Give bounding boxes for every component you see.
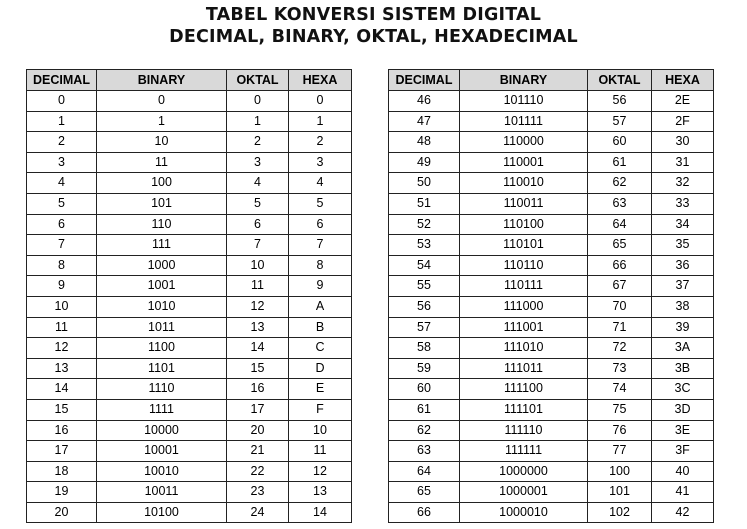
cell-hexa: 13 (289, 482, 352, 503)
cell-decimal: 56 (389, 296, 460, 317)
cell-decimal: 54 (389, 255, 460, 276)
cell-hexa: 5 (289, 193, 352, 214)
cell-decimal: 55 (389, 276, 460, 297)
cell-hexa: 38 (652, 296, 714, 317)
cell-decimal: 1 (27, 111, 97, 132)
cell-hexa: 9 (289, 276, 352, 297)
cell-binary: 10100 (97, 502, 227, 523)
header-decimal: DECIMAL (389, 70, 460, 91)
cell-hexa: 31 (652, 152, 714, 173)
cell-binary: 10000 (97, 420, 227, 441)
cell-binary: 110111 (460, 276, 588, 297)
cell-oktal: 5 (227, 193, 289, 214)
table-row (27, 379, 352, 400)
cell-binary: 101110 (460, 91, 588, 112)
cell-hexa: 3E (652, 420, 714, 441)
cell-hexa: 42 (652, 502, 714, 523)
cell-oktal: 74 (588, 379, 652, 400)
cell-oktal: 14 (227, 338, 289, 359)
cell-oktal: 60 (588, 132, 652, 153)
cell-oktal: 24 (227, 502, 289, 523)
cell-decimal: 53 (389, 235, 460, 256)
cell-hexa: C (289, 338, 352, 359)
cell-decimal: 47 (389, 111, 460, 132)
cell-binary: 0 (97, 91, 227, 112)
table-row (389, 338, 714, 359)
cell-hexa: 3B (652, 358, 714, 379)
cell-decimal: 6 (27, 214, 97, 235)
cell-hexa: 7 (289, 235, 352, 256)
cell-oktal: 17 (227, 399, 289, 420)
cell-decimal: 3 (27, 152, 97, 173)
cell-oktal: 12 (227, 296, 289, 317)
table-row (27, 482, 352, 503)
cell-binary: 111100 (460, 379, 588, 400)
cell-oktal: 1 (227, 111, 289, 132)
cell-oktal: 100 (588, 461, 652, 482)
cell-binary: 1000001 (460, 482, 588, 503)
table-row (27, 91, 352, 112)
cell-decimal: 61 (389, 399, 460, 420)
cell-decimal: 64 (389, 461, 460, 482)
table-row (27, 111, 352, 132)
cell-binary: 1101 (97, 358, 227, 379)
table-row (27, 214, 352, 235)
cell-hexa: 3A (652, 338, 714, 359)
cell-binary: 1011 (97, 317, 227, 338)
cell-binary: 111111 (460, 441, 588, 462)
cell-oktal: 22 (227, 461, 289, 482)
cell-binary: 11 (97, 152, 227, 173)
cell-binary: 10 (97, 132, 227, 153)
cell-decimal: 18 (27, 461, 97, 482)
cell-oktal: 56 (588, 91, 652, 112)
cell-oktal: 101 (588, 482, 652, 503)
table-row (27, 399, 352, 420)
cell-binary: 1001 (97, 276, 227, 297)
cell-binary: 1 (97, 111, 227, 132)
table-row (27, 441, 352, 462)
cell-binary: 101111 (460, 111, 588, 132)
cell-decimal: 17 (27, 441, 97, 462)
cell-oktal: 64 (588, 214, 652, 235)
cell-hexa: 11 (289, 441, 352, 462)
cell-oktal: 102 (588, 502, 652, 523)
table-row (389, 132, 714, 153)
table-row (389, 91, 714, 112)
cell-hexa: B (289, 317, 352, 338)
cell-hexa: F (289, 399, 352, 420)
table-row (27, 461, 352, 482)
cell-oktal: 70 (588, 296, 652, 317)
cell-hexa: 32 (652, 173, 714, 194)
table-row (27, 358, 352, 379)
cell-oktal: 0 (227, 91, 289, 112)
table-row (27, 338, 352, 359)
page-subtitle: DECIMAL, BINARY, OKTAL, HEXADECIMAL (169, 27, 578, 47)
table-row (27, 132, 352, 153)
cell-binary: 110010 (460, 173, 588, 194)
header-row (27, 70, 352, 91)
cell-oktal: 62 (588, 173, 652, 194)
cell-binary: 110011 (460, 193, 588, 214)
cell-binary: 1000000 (460, 461, 588, 482)
cell-hexa: 2F (652, 111, 714, 132)
cell-binary: 1100 (97, 338, 227, 359)
header-row (389, 70, 714, 91)
cell-binary: 101 (97, 193, 227, 214)
cell-hexa: E (289, 379, 352, 400)
cell-decimal: 19 (27, 482, 97, 503)
cell-hexa: 3F (652, 441, 714, 462)
cell-oktal: 73 (588, 358, 652, 379)
header-oktal: OKTAL (588, 70, 652, 91)
cell-oktal: 76 (588, 420, 652, 441)
table-row (389, 111, 714, 132)
cell-decimal: 49 (389, 152, 460, 173)
table-body (27, 91, 352, 523)
cell-oktal: 16 (227, 379, 289, 400)
cell-oktal: 2 (227, 132, 289, 153)
cell-decimal: 20 (27, 502, 97, 523)
cell-hexa: 37 (652, 276, 714, 297)
cell-binary: 100 (97, 173, 227, 194)
cell-binary: 10001 (97, 441, 227, 462)
cell-binary: 1111 (97, 399, 227, 420)
table-row (389, 214, 714, 235)
table-row (27, 193, 352, 214)
cell-hexa: 14 (289, 502, 352, 523)
table-row (389, 399, 714, 420)
header-hexa: HEXA (652, 70, 714, 91)
cell-decimal: 0 (27, 91, 97, 112)
cell-oktal: 77 (588, 441, 652, 462)
cell-hexa: 3D (652, 399, 714, 420)
cell-hexa: 0 (289, 91, 352, 112)
table-row (389, 173, 714, 194)
cell-binary: 111010 (460, 338, 588, 359)
cell-decimal: 66 (389, 502, 460, 523)
cell-decimal: 58 (389, 338, 460, 359)
cell-oktal: 11 (227, 276, 289, 297)
cell-oktal: 23 (227, 482, 289, 503)
cell-hexa: 3C (652, 379, 714, 400)
cell-hexa: 4 (289, 173, 352, 194)
cell-binary: 110110 (460, 255, 588, 276)
cell-decimal: 12 (27, 338, 97, 359)
table-row (389, 235, 714, 256)
header-oktal: OKTAL (227, 70, 289, 91)
cell-decimal: 11 (27, 317, 97, 338)
cell-hexa: 12 (289, 461, 352, 482)
cell-binary: 110100 (460, 214, 588, 235)
cell-decimal: 5 (27, 193, 97, 214)
cell-oktal: 15 (227, 358, 289, 379)
header-hexa: HEXA (289, 70, 352, 91)
cell-hexa: 33 (652, 193, 714, 214)
cell-hexa: 6 (289, 214, 352, 235)
table-row (27, 296, 352, 317)
table-row (389, 152, 714, 173)
cell-binary: 111110 (460, 420, 588, 441)
cell-oktal: 61 (588, 152, 652, 173)
table-row (389, 193, 714, 214)
cell-binary: 111101 (460, 399, 588, 420)
table-row (389, 502, 714, 523)
cell-oktal: 72 (588, 338, 652, 359)
cell-binary: 110000 (460, 132, 588, 153)
table-row (27, 255, 352, 276)
cell-decimal: 48 (389, 132, 460, 153)
table-row (27, 502, 352, 523)
cell-oktal: 13 (227, 317, 289, 338)
table-body (389, 91, 714, 523)
header-binary: BINARY (97, 70, 227, 91)
cell-hexa: 36 (652, 255, 714, 276)
cell-oktal: 57 (588, 111, 652, 132)
cell-hexa: 1 (289, 111, 352, 132)
cell-decimal: 52 (389, 214, 460, 235)
cell-oktal: 63 (588, 193, 652, 214)
cell-hexa: D (289, 358, 352, 379)
table-row (27, 173, 352, 194)
table-row (389, 358, 714, 379)
cell-oktal: 21 (227, 441, 289, 462)
table-row (27, 420, 352, 441)
cell-hexa: 8 (289, 255, 352, 276)
cell-binary: 111 (97, 235, 227, 256)
cell-decimal: 15 (27, 399, 97, 420)
cell-decimal: 4 (27, 173, 97, 194)
cell-decimal: 2 (27, 132, 97, 153)
conversion-table-left (26, 69, 352, 523)
header-binary: BINARY (460, 70, 588, 91)
page-title: TABEL KONVERSI SISTEM DIGITAL (205, 5, 542, 25)
cell-binary: 1000 (97, 255, 227, 276)
cell-binary: 10011 (97, 482, 227, 503)
table-row (389, 255, 714, 276)
cell-decimal: 51 (389, 193, 460, 214)
cell-oktal: 10 (227, 255, 289, 276)
cell-hexa: 2 (289, 132, 352, 153)
cell-decimal: 60 (389, 379, 460, 400)
cell-hexa: 39 (652, 317, 714, 338)
cell-oktal: 7 (227, 235, 289, 256)
cell-binary: 110001 (460, 152, 588, 173)
cell-binary: 1000010 (460, 502, 588, 523)
table-row (389, 317, 714, 338)
cell-decimal: 65 (389, 482, 460, 503)
cell-decimal: 7 (27, 235, 97, 256)
cell-oktal: 20 (227, 420, 289, 441)
cell-binary: 1110 (97, 379, 227, 400)
cell-oktal: 75 (588, 399, 652, 420)
cell-oktal: 65 (588, 235, 652, 256)
table-row (27, 276, 352, 297)
table-header (27, 70, 352, 91)
cell-decimal: 9 (27, 276, 97, 297)
cell-oktal: 3 (227, 152, 289, 173)
cell-hexa: 35 (652, 235, 714, 256)
cell-decimal: 63 (389, 441, 460, 462)
cell-binary: 111001 (460, 317, 588, 338)
cell-decimal: 10 (27, 296, 97, 317)
cell-oktal: 66 (588, 255, 652, 276)
cell-binary: 1010 (97, 296, 227, 317)
cell-oktal: 6 (227, 214, 289, 235)
cell-oktal: 67 (588, 276, 652, 297)
table-row (389, 379, 714, 400)
cell-binary: 110 (97, 214, 227, 235)
cell-binary: 111000 (460, 296, 588, 317)
header-decimal: DECIMAL (27, 70, 97, 91)
cell-hexa: A (289, 296, 352, 317)
cell-decimal: 59 (389, 358, 460, 379)
table-row (389, 296, 714, 317)
cell-binary: 111011 (460, 358, 588, 379)
cell-hexa: 2E (652, 91, 714, 112)
cell-binary: 10010 (97, 461, 227, 482)
cell-decimal: 8 (27, 255, 97, 276)
table-header (389, 70, 714, 91)
cell-decimal: 62 (389, 420, 460, 441)
cell-hexa: 30 (652, 132, 714, 153)
cell-decimal: 13 (27, 358, 97, 379)
table-row (389, 461, 714, 482)
table-row (27, 317, 352, 338)
cell-hexa: 10 (289, 420, 352, 441)
table-row (389, 420, 714, 441)
conversion-table-right (388, 69, 714, 523)
table-row (27, 235, 352, 256)
cell-decimal: 57 (389, 317, 460, 338)
table-row (389, 441, 714, 462)
cell-decimal: 16 (27, 420, 97, 441)
table-row (27, 152, 352, 173)
cell-binary: 110101 (460, 235, 588, 256)
cell-decimal: 50 (389, 173, 460, 194)
cell-hexa: 34 (652, 214, 714, 235)
cell-hexa: 41 (652, 482, 714, 503)
cell-decimal: 46 (389, 91, 460, 112)
cell-hexa: 40 (652, 461, 714, 482)
table-row (389, 482, 714, 503)
cell-oktal: 4 (227, 173, 289, 194)
cell-decimal: 14 (27, 379, 97, 400)
cell-oktal: 71 (588, 317, 652, 338)
cell-hexa: 3 (289, 152, 352, 173)
table-row (389, 276, 714, 297)
